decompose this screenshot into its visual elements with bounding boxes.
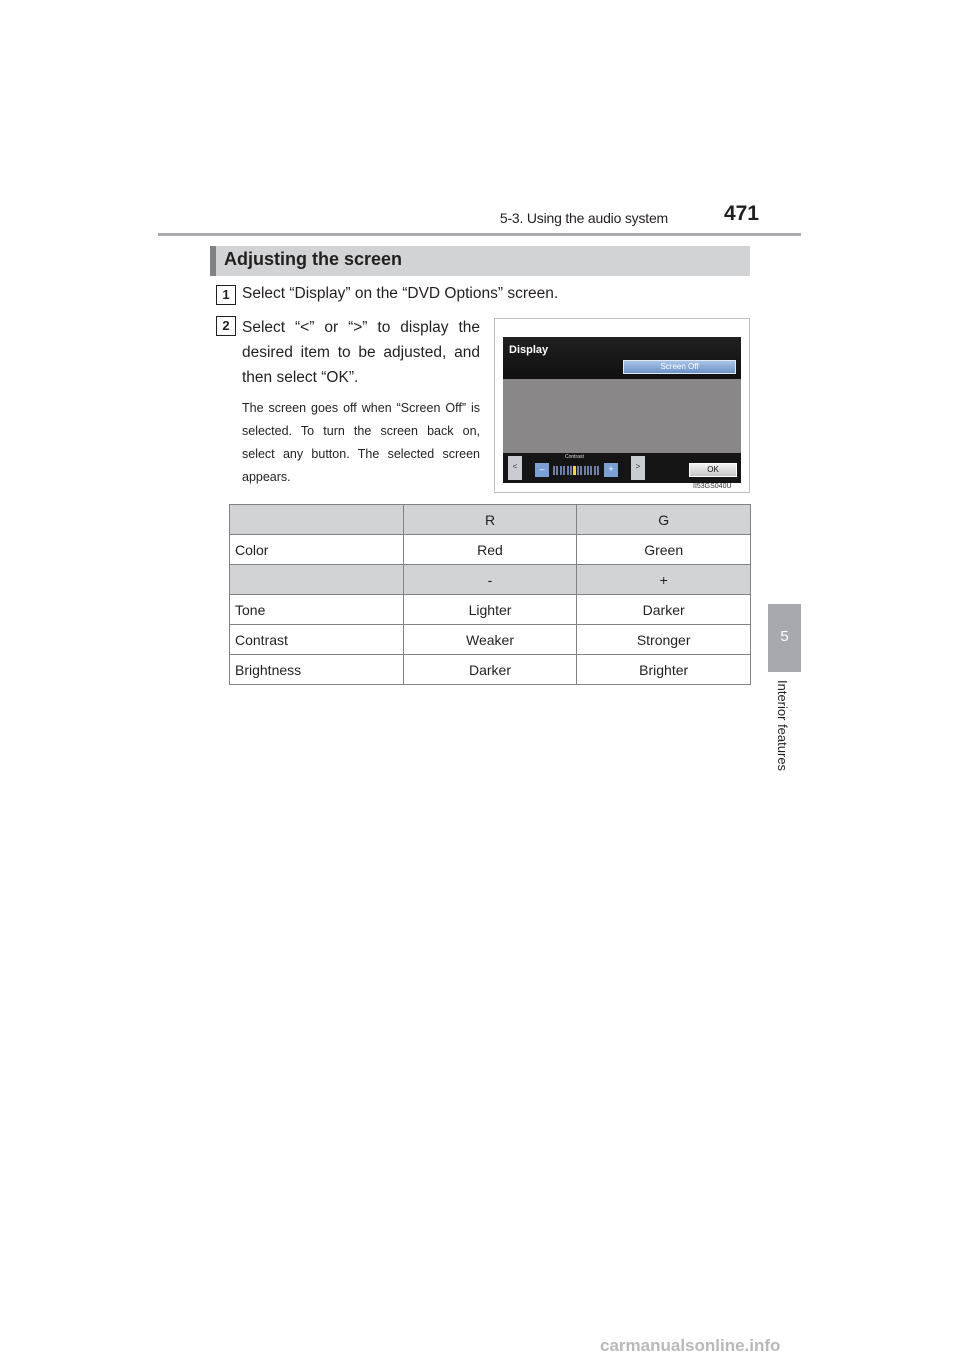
section-title-bar [210, 246, 750, 276]
table-cell: Brightness [230, 655, 404, 685]
chapter-label-text: Interior features [775, 680, 790, 772]
screen-preview-area [503, 379, 741, 453]
level-meter [553, 466, 601, 475]
level-tick [563, 466, 565, 475]
step-2-badge: 2 [216, 316, 236, 336]
decrease-button[interactable]: – [535, 463, 549, 477]
level-tick [577, 466, 579, 475]
level-tick [584, 466, 586, 475]
table-cell: Brighter [577, 655, 751, 685]
table-cell: R [403, 505, 577, 535]
table-row [230, 505, 751, 535]
table-cell: Stronger [577, 625, 751, 655]
level-tick [594, 466, 596, 475]
level-tick [587, 466, 589, 475]
table-cell [230, 505, 404, 535]
note-text: The screen goes off when “Screen Off” is selected. To turn the screen back on, select any button. The selected screen appears. [242, 401, 480, 484]
level-tick [597, 466, 599, 475]
ok-button[interactable]: OK [689, 463, 737, 477]
display-screenshot [494, 318, 750, 493]
level-tick [567, 466, 569, 475]
adjustment-table [229, 504, 751, 685]
level-tick [570, 466, 572, 475]
level-tick [580, 466, 582, 475]
section-heading: 5-3. Using the audio system [499, 210, 668, 226]
previous-item-button[interactable]: < [508, 456, 522, 480]
display-screen [503, 337, 741, 483]
table-cell: G [577, 505, 751, 535]
table-cell: - [403, 565, 577, 595]
table-cell: Darker [577, 595, 751, 625]
table-cell: Darker [403, 655, 577, 685]
step-1-badge: 1 [216, 285, 236, 305]
next-item-button[interactable]: > [631, 456, 645, 480]
table-cell [230, 565, 404, 595]
page-number: 471 [723, 202, 759, 225]
table-cell: Tone [230, 595, 404, 625]
chapter-tab [768, 604, 801, 672]
page-header [158, 200, 801, 236]
table-cell: Red [403, 535, 577, 565]
table-cell: Color [230, 535, 404, 565]
level-tick [553, 466, 555, 475]
chapter-number: 5 [780, 628, 789, 645]
increase-button[interactable]: + [604, 463, 618, 477]
section-title: Adjusting the screen [224, 249, 403, 269]
table-row [230, 655, 751, 685]
screen-title-bar [503, 337, 741, 379]
step-1-text: Select “Display” on the “DVD Options” screen. [242, 285, 559, 302]
control-label: Contrast [565, 454, 584, 460]
table-cell: Weaker [403, 625, 577, 655]
level-tick [590, 466, 592, 475]
table-row [230, 625, 751, 655]
screen-off-button[interactable]: Screen Off [623, 360, 736, 374]
image-code: II53GS040U [693, 483, 732, 490]
table-row [230, 565, 751, 595]
table-cell: Contrast [230, 625, 404, 655]
level-tick [560, 466, 562, 475]
table-row [230, 595, 751, 625]
table-cell: + [577, 565, 751, 595]
chapter-label [770, 680, 794, 790]
table-cell: Green [577, 535, 751, 565]
table-cell: Lighter [403, 595, 577, 625]
level-tick [556, 466, 558, 475]
table-row [230, 535, 751, 565]
screen-title: Display [509, 344, 549, 356]
screen-control-bar [503, 453, 741, 483]
step-2-text: Select “<” or “>” to display the desired item to be adjusted, and then select “OK”. [242, 319, 480, 386]
watermark: carmanualsonline.info [600, 1336, 781, 1355]
